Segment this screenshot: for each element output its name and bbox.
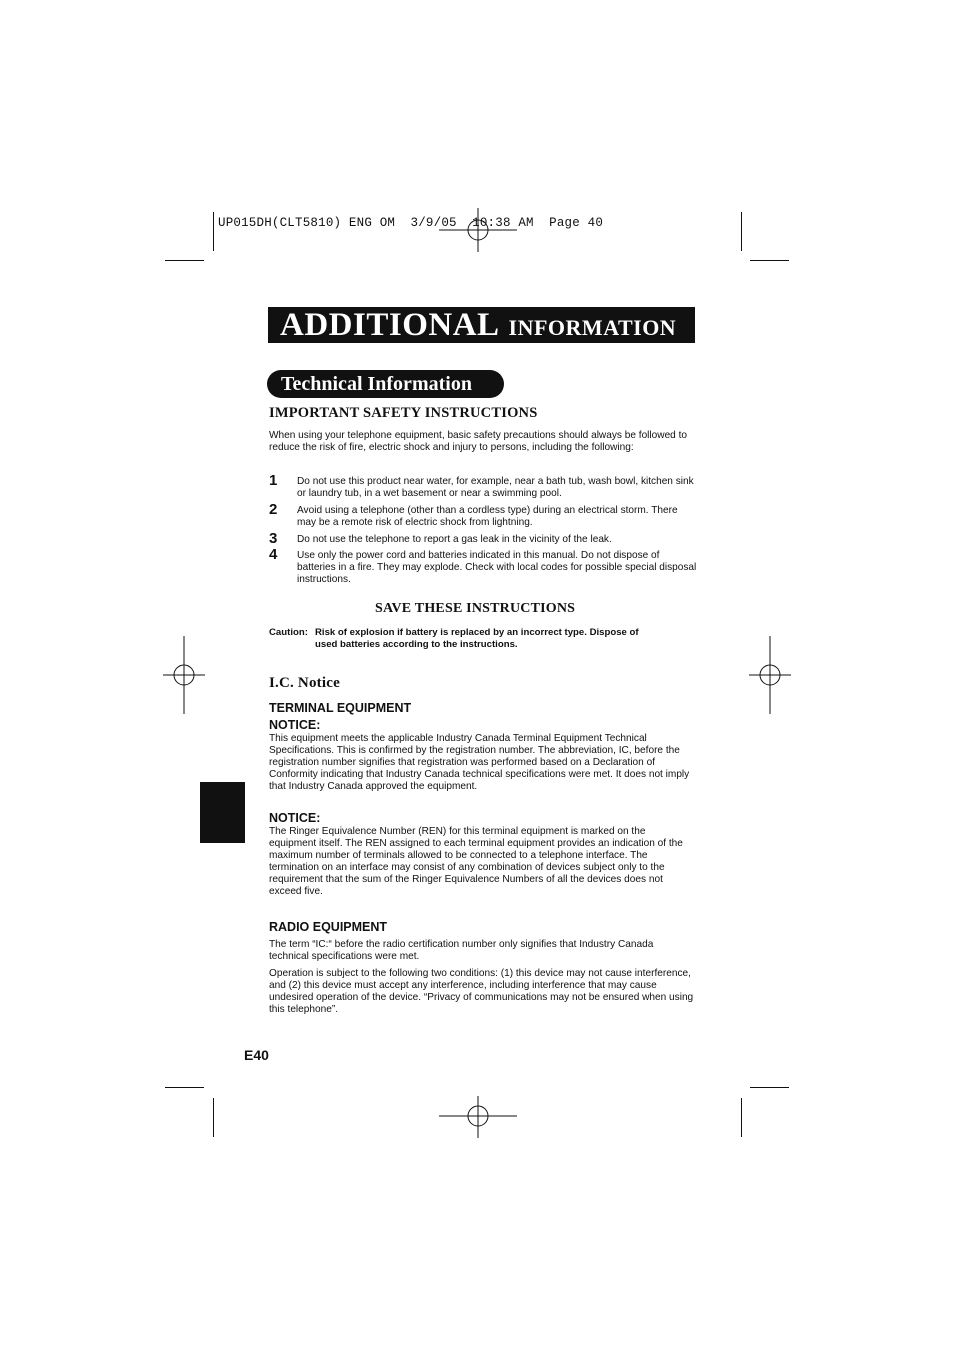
radio-paragraph: The term “IC:“ before the radio certification number only signifies that Industry Canada technical specifications were met. [269,939,654,962]
safety-intro: When using your telephone equipment, basic safety precautions should always be followed to reduce the risk of fire, electric shock and injury to persons, including the following: [269,430,688,453]
crop-mark [213,212,214,251]
crop-mark [741,1098,742,1137]
save-instructions-heading: SAVE THESE INSTRUCTIONS [375,601,576,616]
chapter-title-bar [268,307,695,343]
caution-line: used batteries according to the instructions. [315,639,518,650]
safety-item-number: 1 [269,472,278,489]
registration-mark-icon [163,636,205,714]
crop-mark [213,1098,214,1137]
crop-mark [750,260,789,261]
crop-mark [165,1087,204,1088]
caution-line: Risk of explosion if battery is replaced by an incorrect type. Dispose of [315,627,639,638]
crop-mark [741,212,742,251]
radio-equipment-heading: RADIO EQUIPMENT [269,920,388,934]
safety-heading: IMPORTANT SAFETY INSTRUCTIONS [269,405,538,421]
radio-paragraph: Operation is subject to the following two conditions: (1) this device may not cause interference, and (2) this device must accept any interference, including interference that may cause undesired operation of the device. “Privacy of communications may not be ensured when using this telephone”. [269,968,694,1015]
ic-notice-heading: I.C. Notice [269,675,340,691]
notice-label: NOTICE: [269,811,321,825]
safety-item-text: Do not use the telephone to report a gas leak in the vicinity of the leak. [297,534,612,545]
crop-mark [165,260,204,261]
notice-text: The Ringer Equivalence Number (REN) for this terminal equipment is marked on the equipment itself. The REN assigned to each terminal equipment provides an indication of the maximum number of terminals allowed to be connected to a telephone interface. The termination on an interface may consist of any combination of devices subject only to the requirement that the sum of the Ringer Equivalence Numbers of all the devices does not exceed five. [269,826,683,897]
safety-item-text: Do not use this product near water, for example, near a bath tub, wash bowl, kitchen sink or laundry tub, in a wet basement or near a swimming pool. [297,476,694,499]
page-number: E40 [244,1047,269,1063]
safety-item-text: Avoid using a telephone (other than a cordless type) during an electrical storm. There may be a remote risk of electric shock from lightning. [297,505,678,528]
notice-text: This equipment meets the applicable Industry Canada Terminal Equipment Technical Specifications. This is confirmed by the registration number. The abbreviation, IC, before the registration number signifies that registration was performed based on a Declaration of Conformity indicating that Industry Canada technical specifications were met. It does not imply that Industry Canada approved the equipment. [269,733,690,792]
chapter-title-sub: INFORMATION [508,315,677,340]
print-slug: UP015DH(CLT5810) ENG OM 3/9/05 10:38 AM Page 40 [218,216,604,230]
caution-label: Caution: [269,627,308,638]
safety-item-number: 3 [269,530,278,547]
safety-item-number: 4 [269,546,278,563]
registration-mark-icon [749,636,791,714]
safety-item-text: Use only the power cord and batteries indicated in this manual. Do not dispose of batteries in a fire. They may explode. Check with local codes for possible special disposal instructions. [297,550,697,585]
section-title: Technical Information [267,370,504,398]
safety-item-number: 2 [269,501,278,518]
terminal-equipment-heading: TERMINAL EQUIPMENT [269,701,412,715]
section-tab [200,782,245,843]
chapter-title-main: ADDITIONAL [280,307,500,343]
crop-mark [750,1087,789,1088]
registration-mark-icon [439,208,517,252]
registration-mark-icon [439,1096,517,1138]
notice-label: NOTICE: [269,718,321,732]
